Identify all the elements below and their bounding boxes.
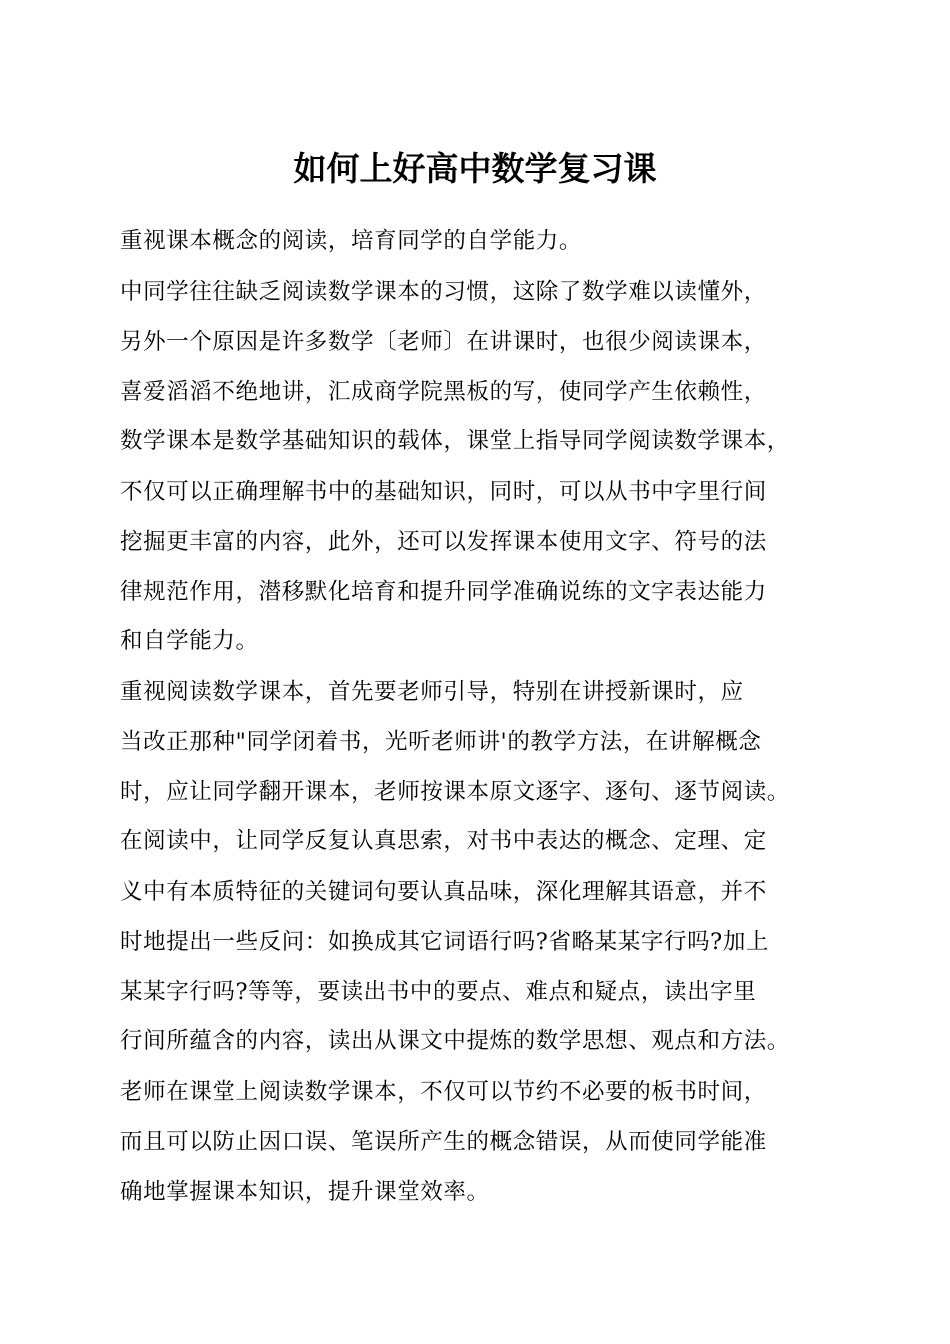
document-title: 如何上好高中数学复习课 [293,149,657,188]
body-line: 而且可以防止因口误、笔误所产生的概念错误，从而使同学能准 [120,1129,767,1155]
body-line: 确地掌握课本知识，提升课堂效率。 [120,1179,490,1205]
body-line: 义中有本质特征的关键词句要认真品味，深化理解其语意，并不 [120,879,767,905]
body-line: 另外一个原因是许多数学〔老师〕在讲课时，也很少阅读课本， [120,329,767,355]
body-line: 行间所蕴含的内容，读出从课文中提炼的数学思想、观点和方法。 [120,1028,790,1054]
body-line: 时，应让同学翻开课本，老师按课本原文逐字、逐句、逐节阅读。 [120,779,790,805]
body-line: 重视阅读数学课本，首先要老师引导，特别在讲授新课时，应 [120,679,744,705]
body-line: 数学课本是数学基础知识的载体，课堂上指导同学阅读数学课本， [120,428,790,454]
body-line: 和自学能力。 [120,628,259,654]
body-line: 当改正那种"同学闭着书，光听老师讲'的教学方法，在讲解概念 [120,729,762,755]
body-line: 律规范作用，潜移默化培育和提升同学准确说练的文字表达能力 [120,579,767,605]
body-line: 在阅读中，让同学反复认真思索，对书中表达的概念、定理、定 [120,828,767,854]
body-line: 不仅可以正确理解书中的基础知识，同时，可以从书中字里行间 [120,479,767,505]
body-line: 中同学往往缺乏阅读数学课本的习惯，这除了数学难以读懂外， [120,279,767,305]
body-line: 重视课本概念的阅读，培育同学的自学能力。 [120,228,583,254]
body-line: 老师在课堂上阅读数学课本，不仅可以节约不必要的板书时间， [120,1079,767,1105]
body-line: 某某字行吗?等等，要读出书中的要点、难点和疑点，读出字里 [120,979,757,1005]
body-line: 挖掘更丰富的内容，此外，还可以发挥课本使用文字、符号的法 [120,529,767,555]
body-line: 喜爱滔滔不绝地讲，汇成商学院黑板的写，使同学产生依赖性， [120,379,767,405]
body-line: 时地提出一些反问：如换成其它词语行吗?省略某某字行吗?加上 [120,929,770,955]
